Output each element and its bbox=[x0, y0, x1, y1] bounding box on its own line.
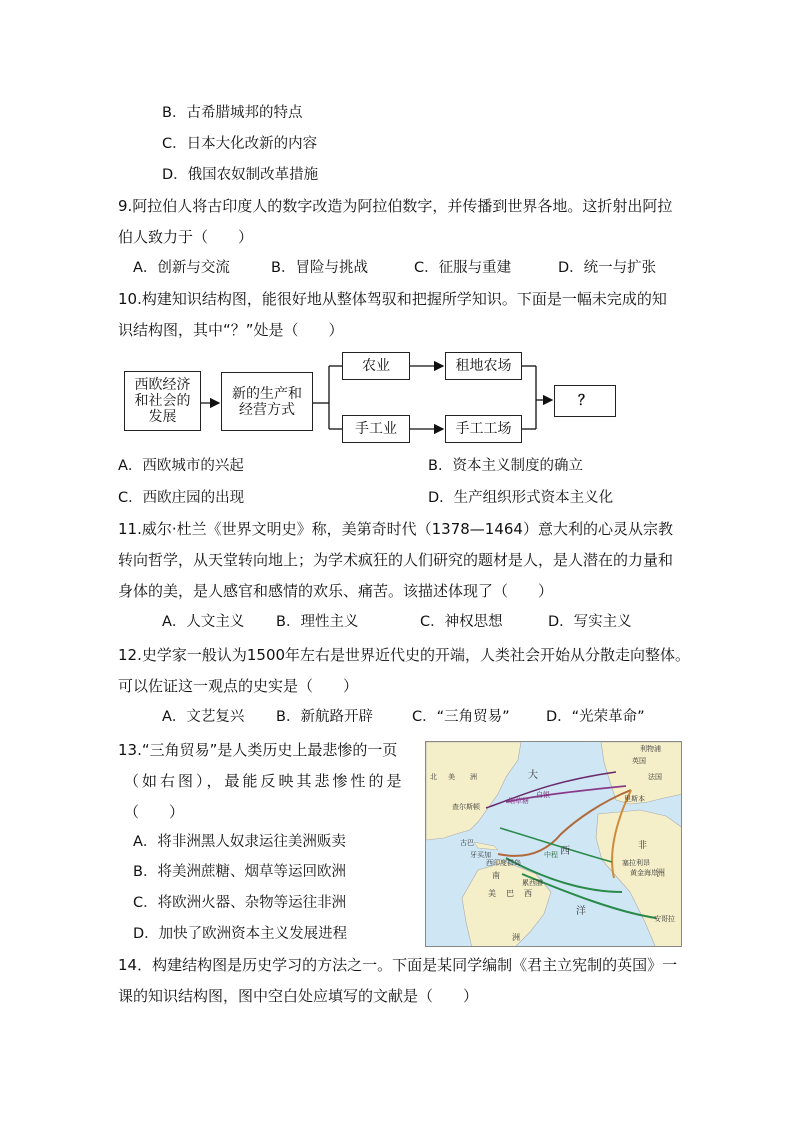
map-label-south-america-4: 西 bbox=[524, 889, 532, 898]
q11-option-a: A．人文主义 bbox=[162, 614, 245, 630]
q12-option-a: A．文艺复兴 bbox=[162, 709, 245, 725]
q9-stem-line2: 伯人致力于（ ） bbox=[118, 228, 254, 246]
map-label-ocean-1: 大 bbox=[528, 770, 538, 781]
diagram-box-new-production-mode: 新的生产和经营方式 bbox=[221, 372, 313, 431]
q8-option-d: D．俄国农奴制改革措施 bbox=[162, 167, 319, 183]
q12-stem-line2: 可以佐证这一观点的史实是（ ） bbox=[118, 677, 359, 695]
map-label-france: 法国 bbox=[648, 773, 662, 781]
q13-option-c: C．将欧洲火器、杂物等运往非洲 bbox=[133, 895, 347, 911]
q13-stem-line2: （如右图），最能反映其悲惨性的是 bbox=[124, 772, 405, 790]
map-label-south-america-5: 洲 bbox=[512, 933, 520, 942]
q11-stem-line2: 转向哲学，从天堂转向地上；为学术疯狂的人们研究的题材是人，是人潜在的力量和 bbox=[118, 551, 674, 569]
map-label-africa-2: 洲 bbox=[656, 869, 666, 879]
q10-option-b: B．资本主义制度的确立 bbox=[428, 458, 583, 474]
q12-stem-line1: 12.史学家一般认为1500年左右是世界近代史的开端，人类社会开始从分散走向整体。 bbox=[118, 646, 691, 664]
map-label-south-america-3: 巴 bbox=[506, 889, 514, 898]
map-label-north-america-3: 洲 bbox=[470, 773, 477, 781]
q14-stem-line2: 课的知识结构图，图中空白处应填写的文献是（ ） bbox=[118, 987, 479, 1005]
map-label-ocean-3: 洋 bbox=[576, 906, 586, 917]
map-label-route-3: 烟草糖 bbox=[508, 797, 529, 805]
q9-option-a: A．创新与交流 bbox=[133, 260, 230, 276]
q13-option-a: A．将非洲黑人奴隶运往美洲贩卖 bbox=[133, 834, 346, 850]
q13-option-d: D．加快了欧洲资本主义发展进程 bbox=[133, 926, 348, 942]
diagram-box-unknown: ？ bbox=[554, 385, 616, 417]
q13-stem-line3: （ ） bbox=[124, 803, 185, 821]
diagram-box-west-europe-development: 西欧经济和社会的发展 bbox=[124, 371, 201, 431]
q11-stem-line3: 身体的美，是人感官和感情的欢乐、痛苦。该描述体现了（ ） bbox=[118, 582, 554, 600]
map-label-west-indies: 西印度群岛 bbox=[486, 859, 521, 867]
diagram-box-handicraft: 手工业 bbox=[342, 415, 410, 443]
q10-option-a: A．西欧城市的兴起 bbox=[118, 458, 244, 474]
q10-stem-line1: 10.构建知识结构图，能很好地从整体驾驭和把握所学知识。下面是一幅未完成的知 bbox=[118, 290, 667, 308]
map-label-south-america-1: 南 bbox=[492, 871, 500, 880]
q13-stem-line1: 13.“三角贸易”是人类历史上最悲惨的一页 bbox=[118, 741, 398, 759]
q12-option-c: C．“三角贸易” bbox=[412, 709, 510, 725]
q10-option-c: C．西欧庄园的出现 bbox=[118, 490, 245, 506]
q11-option-c: C．神权思想 bbox=[420, 614, 503, 630]
q11-stem-line1: 11.威尔·杜兰《世界文明史》称，美第奇时代（1378—1464）意大利的心灵从宗教 bbox=[118, 520, 673, 538]
map-label-britain: 英国 bbox=[632, 757, 646, 765]
q8-option-b: B．古希腊城邦的特点 bbox=[162, 105, 303, 121]
q9-option-c: C．征服与重建 bbox=[414, 260, 512, 276]
q10-option-d: D．生产组织形式资本主义化 bbox=[428, 490, 614, 506]
q13-option-b: B．将美洲蔗糖、烟草等运回欧洲 bbox=[133, 864, 346, 880]
map-label-charleston: 查尔斯顿 bbox=[452, 803, 480, 811]
map-label-north-america-2: 美 bbox=[448, 773, 455, 781]
diagram-box-workshop: 手工工场 bbox=[445, 415, 522, 443]
map-label-lisbon: 里斯本 bbox=[624, 795, 645, 803]
q9-stem-line1: 9.阿拉伯人将古印度人的数字改造为阿拉伯数字，并传播到世界各地。这折射出阿拉 bbox=[118, 197, 673, 215]
map-label-ocean-2: 西 bbox=[560, 846, 570, 857]
map-label-cuba: 古巴 bbox=[460, 839, 474, 847]
map-label-gold-coast: 黄金海岸 bbox=[630, 869, 658, 877]
map-label-recife: 累西腓 bbox=[522, 879, 543, 887]
q12-option-d: D．“光荣革命” bbox=[546, 709, 645, 725]
diagram-box-agriculture: 农业 bbox=[342, 352, 410, 380]
q12-option-b: B．新航路开辟 bbox=[276, 709, 373, 725]
q8-option-c: C．日本大化改新的内容 bbox=[162, 136, 318, 152]
map-label-route-1: 白银 bbox=[536, 791, 550, 799]
q9-option-d: D．统一与扩张 bbox=[558, 260, 657, 276]
map-label-route-2: 中程 bbox=[544, 851, 558, 859]
map-label-liverpool: 利物浦 bbox=[640, 745, 661, 753]
map-label-africa-1: 非 bbox=[638, 841, 648, 851]
map-label-north-america-1: 北 bbox=[430, 773, 437, 781]
map-label-jamaica: 牙买加 bbox=[470, 851, 491, 859]
q9-option-b: B．冒险与挑战 bbox=[271, 260, 368, 276]
map-label-south-america-2: 美 bbox=[488, 889, 496, 898]
q10-stem-line2: 识结构图，其中“？”处是（ ） bbox=[118, 321, 344, 339]
q11-option-d: D．写实主义 bbox=[548, 614, 632, 630]
diagram-box-leased-farm: 租地农场 bbox=[445, 352, 522, 380]
map-label-angola: 安哥拉 bbox=[654, 915, 675, 923]
q14-stem-line1: 14．构建结构图是历史学习的方法之一。下面是某同学编制《君主立宪制的英国》一 bbox=[118, 956, 678, 974]
q11-option-b: B．理性主义 bbox=[276, 614, 359, 630]
triangular-trade-map bbox=[425, 741, 682, 947]
map-label-sierra-leone: 塞拉利昂 bbox=[622, 859, 650, 867]
